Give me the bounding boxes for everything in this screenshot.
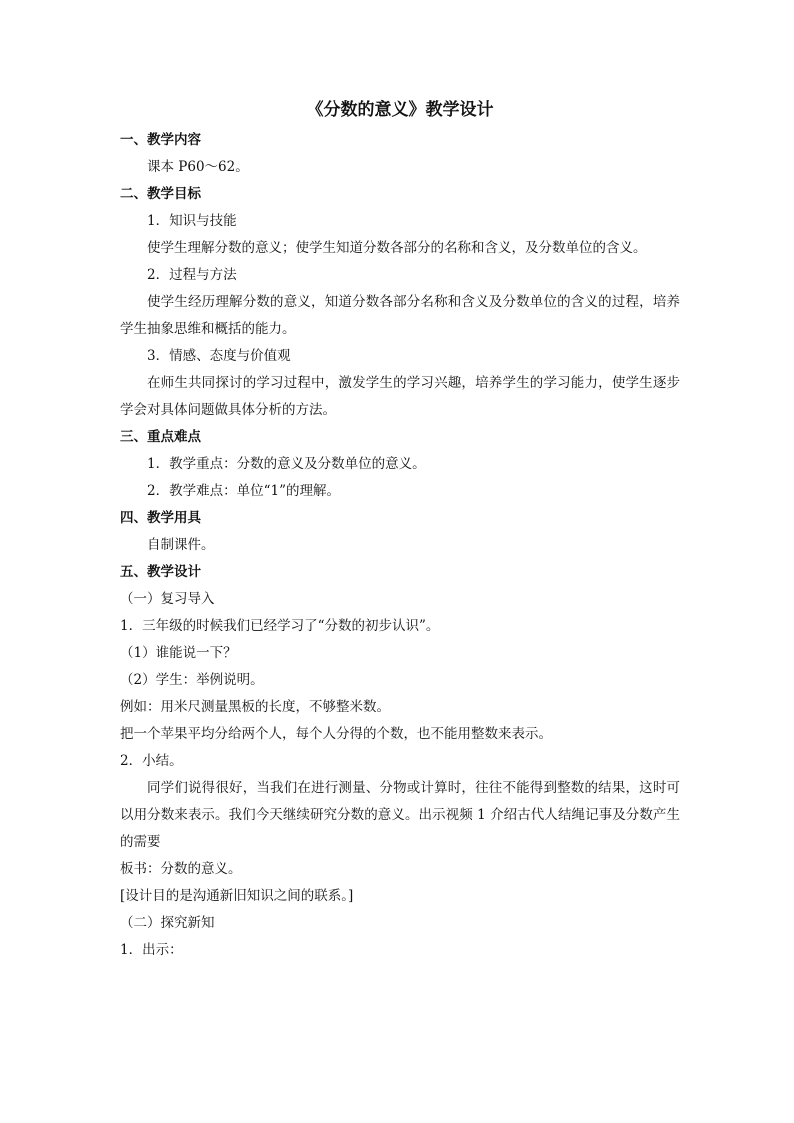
difficult-point: 2．教学难点：单位“1”的理解。 (147, 483, 340, 499)
section-text: 课本 P60～62。 (147, 159, 249, 175)
goal-title-attitude: 3．情感、态度与价值观 (147, 348, 291, 364)
body-line: （1）谁能说一下？ (120, 645, 237, 661)
body-line: 1．出示： (120, 942, 183, 958)
body-line: 例如：用米尺测量黑板的长度，不够整米数。 (120, 699, 390, 715)
section-heading-design: 五、教学设计 (120, 564, 201, 580)
goal-text-knowledge: 使学生理解分数的意义；使学生知道分数各部分的名称和含义，及分数单位的含义。 (147, 240, 647, 256)
subsection-heading: （一）复习导入 (120, 591, 215, 607)
body-line: 板书：分数的意义。 (120, 861, 242, 877)
body-line: （2）学生：举例说明。 (120, 672, 264, 688)
body-line: 把一个苹果平均分给两个人，每个人分得的个数，也不能用整数来表示。 (120, 726, 552, 742)
goal-title-knowledge: 1．知识与技能 (147, 213, 237, 229)
section-heading-tools: 四、教学用具 (120, 510, 201, 526)
section-text: 自制课件。 (147, 537, 215, 553)
section-heading-goals: 二、教学目标 (120, 186, 201, 202)
body-paragraph: 同学们说得很好，当我们在进行测量、分物或计算时，往往不能得到整数的结果，这时可以用分数来表示。我们今天继续研究分数的意义。出示视频 1 介绍古代人结绳记事及分数产生的需要 (120, 780, 680, 850)
body-line: [设计目的是沟通新旧知识之间的联系。] (120, 888, 354, 904)
body-line: 1．三年级的时候我们已经学习了“分数的初步认识”。 (120, 618, 440, 634)
section-heading-key-points: 三、重点难点 (120, 429, 201, 445)
section-heading-content: 一、教学内容 (120, 132, 201, 148)
subsection-heading: （二）探究新知 (120, 915, 215, 931)
body-line: 2．小结。 (120, 753, 183, 769)
goal-title-process: 2．过程与方法 (147, 267, 237, 283)
document-title: 《分数的意义》教学设计 (306, 100, 494, 120)
document-body (120, 97, 680, 964)
goal-text-process: 使学生经历理解分数的意义，知道分数各部分名称和含义及分数单位的含义的过程，培养学生抽象思维和概括的能力。 (120, 294, 680, 337)
goal-text-attitude: 在师生共同探讨的学习过程中，激发学生的学习兴趣，培养学生的学习能力，使学生逐步学会对具体问题做具体分析的方法。 (120, 375, 680, 418)
key-point: 1．教学重点：分数的意义及分数单位的意义。 (147, 456, 426, 472)
